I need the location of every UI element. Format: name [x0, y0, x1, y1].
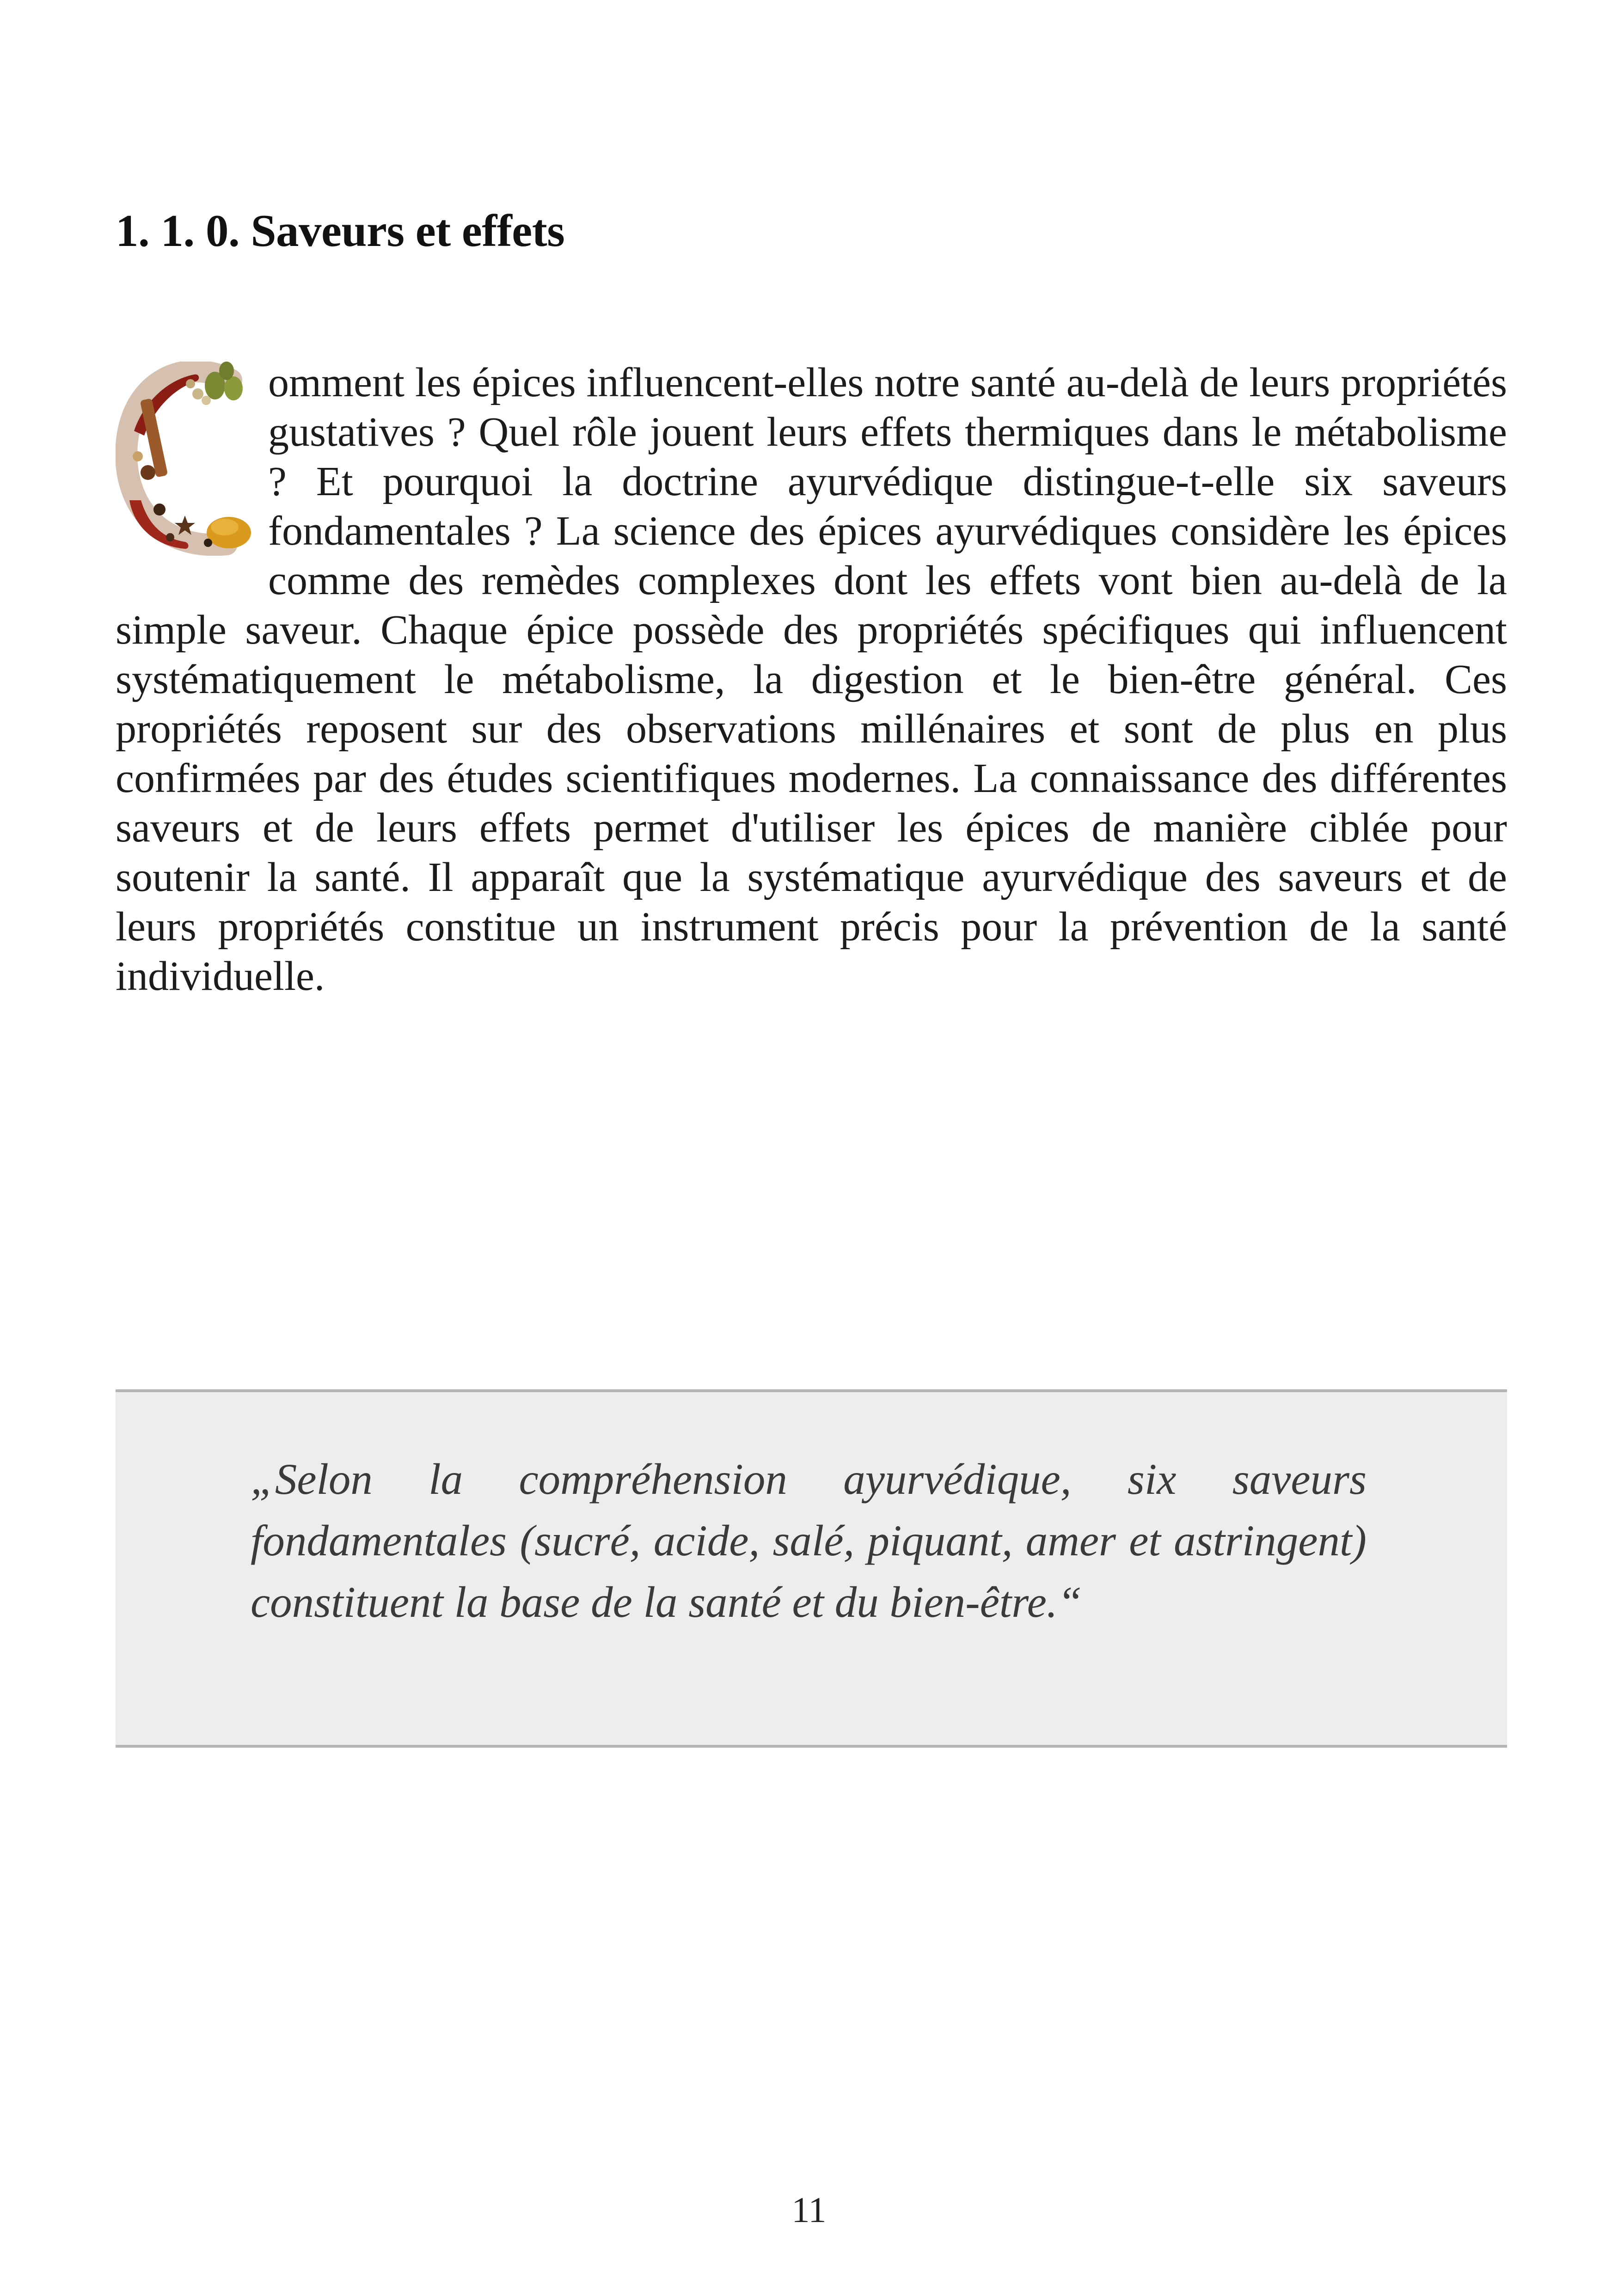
- section-heading: 1. 1. 0. Saveurs et effets: [116, 206, 565, 256]
- spice-letter-c-icon: [116, 362, 254, 565]
- pull-quote-box: [116, 1389, 1507, 1748]
- body-text-block: [116, 358, 1507, 1001]
- body-paragraph: [116, 358, 1507, 1001]
- body-paragraph-text: les épices influencent-elles notre santé au-delà de leurs propriétés gustatives ? Quel rôle jouent leurs effets thermiques dans le métabolisme ? Et pourquoi la doctrine ayurvédique distingue-t-elle six saveurs fondamentales ? La science des épices ayurvédiques considère les épices comme des remèdes complexes dont les effets vont bien au-delà de la simple saveur. Chaque épice possède des propriétés spécifiques qui influencent systématiquement le métabolisme, la digestion et le bien-être général. Ces propriétés reposent sur des observations millénaires et sont de plus en plus confirmées par des études scientifiques modernes. La connaissance des différentes saveurs et de leurs effets permet d'utiliser les épices de manière ciblée pour soutenir la santé. Il apparaît que la systématique ayurvédique des saveurs et de leurs propriétés constitue un instrument précis pour la prévention de la santé individuelle.: [116, 360, 1507, 999]
- page-number: 11: [791, 2190, 827, 2230]
- first-word-rest: omment: [268, 360, 404, 405]
- pull-quote-text: „Selon la compréhension ayurvédique, six saveurs fondamentales (sucré, acide, salé, piquant, amer et astringent) constituent la base de la santé et du bien-être.“: [251, 1455, 1367, 1627]
